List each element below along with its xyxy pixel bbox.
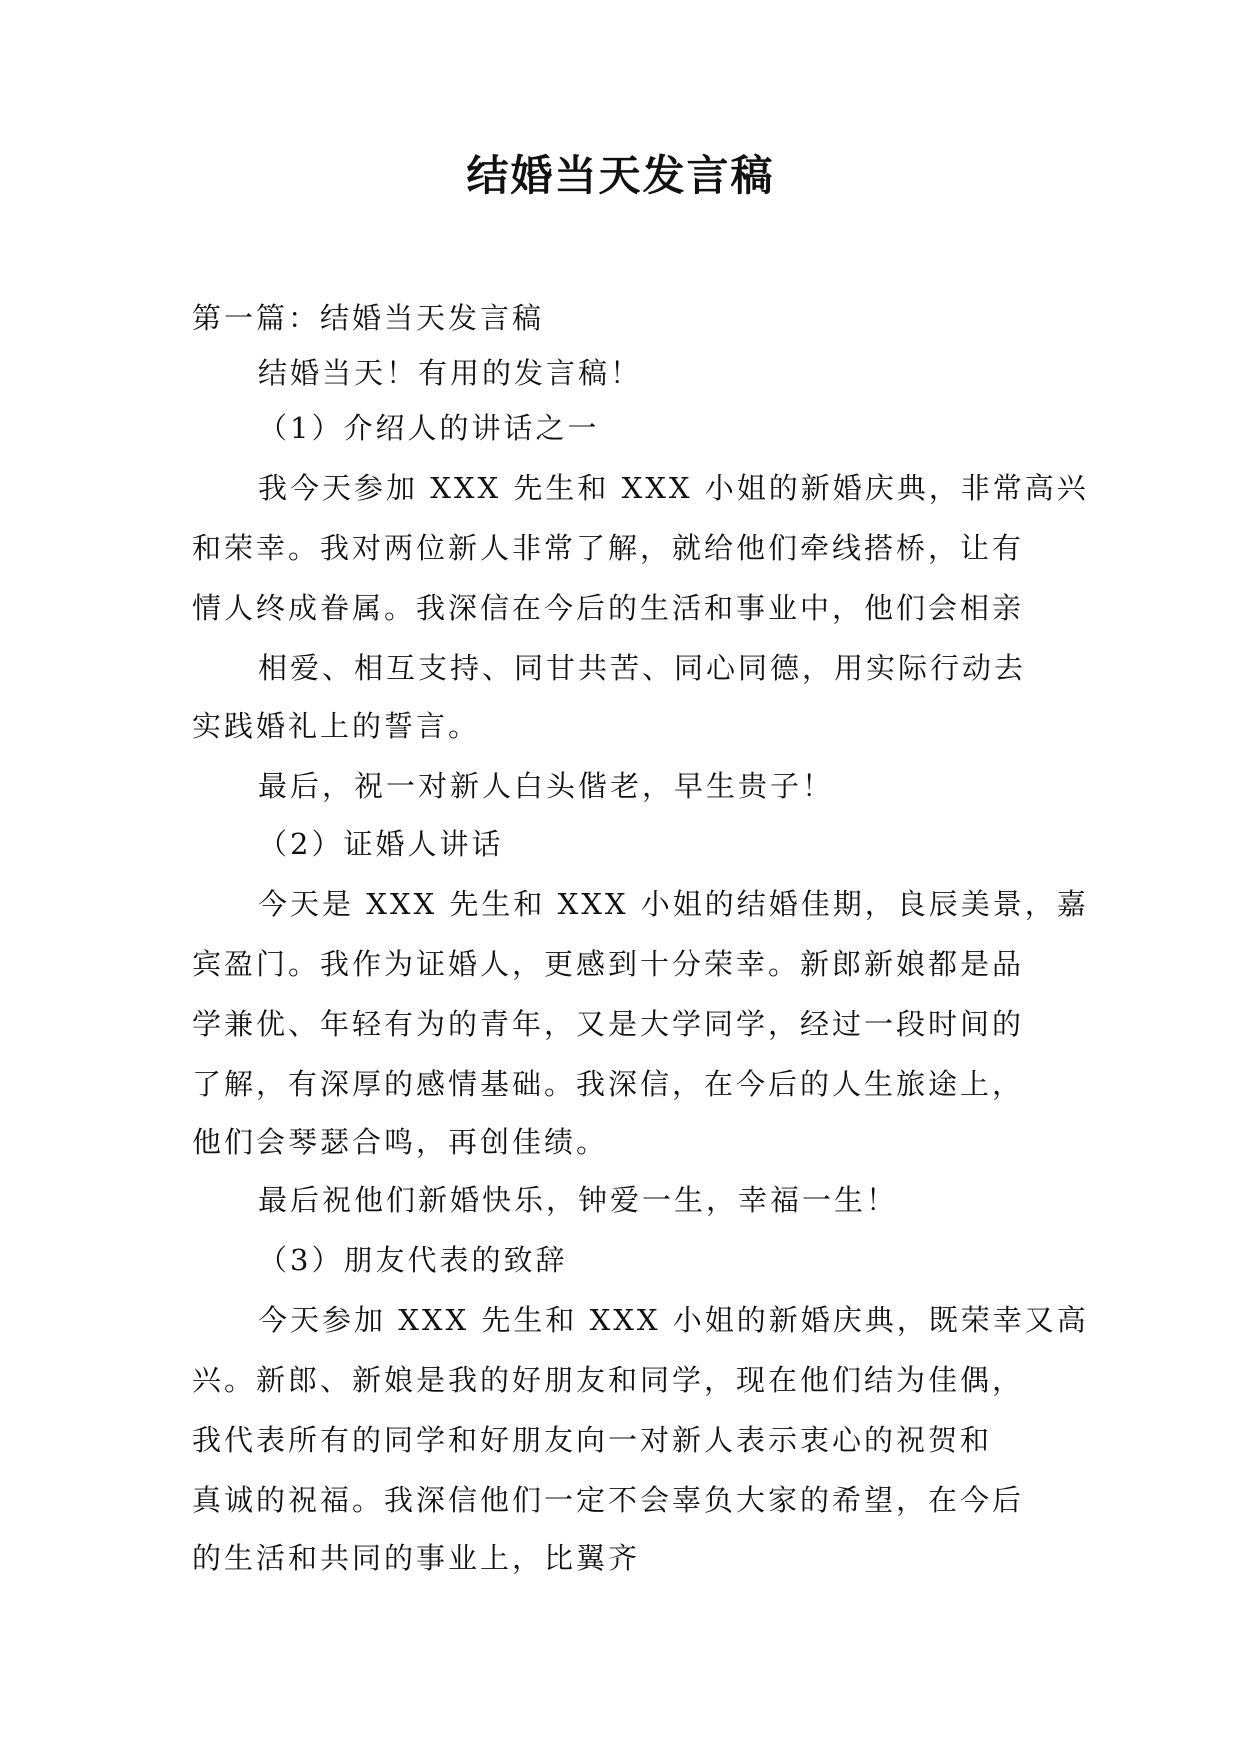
paragraph-line: 实践婚礼上的誓言。: [192, 709, 481, 743]
subtitle-line: 结婚当天！有用的发言稿！: [258, 356, 643, 390]
paragraph-line: 的生活和共同的事业上，比翼齐: [192, 1541, 641, 1575]
paragraph-line: 情人终成眷属。我深信在今后的生活和事业中，他们会相亲: [192, 591, 1025, 625]
subheading-1: （1）介绍人的讲话之一: [258, 411, 600, 445]
paragraph-line: 学兼优、年轻有为的青年，又是大学同学，经过一段时间的: [192, 1007, 1025, 1041]
paragraph-line: 他们会琴瑟合鸣，再创佳绩。: [192, 1125, 609, 1159]
paragraph-line: 今天是 XXX 先生和 XXX 小姐的结婚佳期，良辰美景，嘉: [258, 887, 1089, 921]
paragraph-line: 我今天参加 XXX 先生和 XXX 小姐的新婚庆典，非常高兴: [258, 471, 1089, 505]
paragraph-line: 最后祝他们新婚快乐，钟爱一生，幸福一生！: [258, 1183, 899, 1217]
paragraph-line: 兴。新郎、新娘是我的好朋友和同学，现在他们结为佳偶，: [192, 1363, 1025, 1397]
paragraph-line: 相爱、相互支持、同甘共苦、同心同德，用实际行动去: [258, 651, 1027, 685]
document-title: 结婚当天发言稿: [466, 151, 775, 200]
paragraph-line: 了解，有深厚的感情基础。我深信，在今后的人生旅途上，: [192, 1067, 1025, 1101]
section-heading: 第一篇：结婚当天发言稿: [192, 301, 545, 335]
paragraph-line: 我代表所有的同学和好朋友向一对新人表示衷心的祝贺和: [192, 1423, 993, 1457]
subheading-2: （2）证婚人讲话: [258, 827, 504, 861]
paragraph-line: 最后，祝一对新人白头偕老，早生贵子！: [258, 769, 835, 803]
paragraph-line: 和荣幸。我对两位新人非常了解，就给他们牵线搭桥，让有: [192, 531, 1025, 565]
paragraph-line: 今天参加 XXX 先生和 XXX 小姐的新婚庆典，既荣幸又高: [258, 1303, 1089, 1337]
subheading-3: （3）朋友代表的致辞: [258, 1243, 568, 1277]
paragraph-line: 宾盈门。我作为证婚人，更感到十分荣幸。新郎新娘都是品: [192, 947, 1025, 981]
paragraph-line: 真诚的祝福。我深信他们一定不会辜负大家的希望，在今后: [192, 1483, 1025, 1517]
